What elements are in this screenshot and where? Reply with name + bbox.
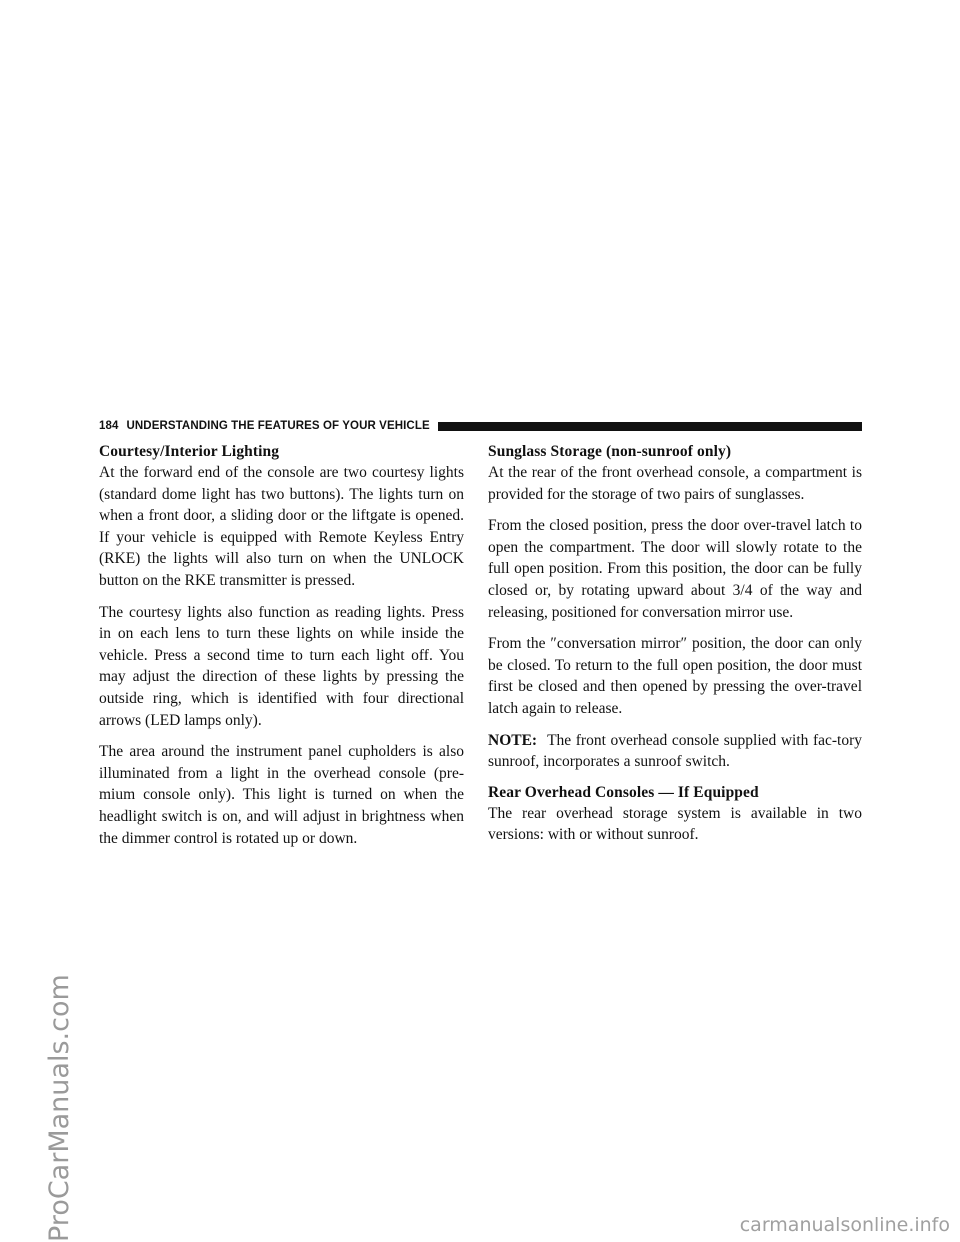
courtesy-paragraph-1: At the forward end of the console are two courtesy lights (standard dome light has two buttons). The lights turn on when a front door, a sliding door or the liftgate is opened. If your vehicle is equipped with Remote Keyless Entry (RKE) the lights will also turn on when the UNLOCK button on the RKE transmitter is pressed. <box>99 464 464 589</box>
bottom-watermark: carmanualsonline.info <box>739 1214 950 1236</box>
sunglass-paragraph-1: At the rear of the front overhead console, a compartment is provided for the storage of two pairs of sunglasses. <box>488 464 862 503</box>
note-paragraph <box>488 730 862 773</box>
sunglass-paragraph-3: From the ″conversation mirror″ position, the door can only be closed. To return to the full open position, the door must first be closed and then opened by pressing the over-travel latch again to release. <box>488 635 862 717</box>
sunglass-paragraph-2: From the closed position, press the door over-travel latch to open the compartment. The door will slowly rotate to the full open position. From this position, the door can be fully closed or, by rotating upward about 3/4 of the way and releasing, positioned for conversation mirror use. <box>488 517 862 621</box>
sunglass-storage-heading: Sunglass Storage (non-sunroof only) <box>488 443 732 460</box>
page-header <box>99 419 862 433</box>
right-column <box>488 442 862 856</box>
rear-overhead-heading: Rear Overhead Consoles — If Equipped <box>488 783 759 801</box>
page-number: 184 <box>99 420 119 432</box>
courtesy-lighting-heading: Courtesy/Interior Lighting <box>99 443 280 460</box>
header-rule <box>438 422 862 431</box>
left-column <box>99 442 464 859</box>
courtesy-paragraph-3: The area around the instrument panel cupholders is also illuminated from a light in the overhead console (pre-mium console only). This light is turned on when the headlight switch is on, and will adjust in brightness when the dimmer control is rotated up or down. <box>99 743 464 847</box>
section-title: UNDERSTANDING THE FEATURES OF YOUR VEHICLE <box>126 420 430 432</box>
rear-overhead-paragraph: The rear overhead storage system is available in two versions: with or without sunroof. <box>488 804 862 844</box>
note-text: The front overhead console supplied with fac-tory sunroof, incorporates a sunroof switch. <box>488 731 862 771</box>
side-watermark: ProCarManuals.com <box>44 974 75 1242</box>
note-label: NOTE: <box>488 731 538 749</box>
courtesy-paragraph-2: The courtesy lights also function as reading lights. Press in on each lens to turn these lights on while inside the vehicle. Press a second time to turn each light off. You may adjust the direction of these lights by pressing the outside ring, which is identified with four directional arrows (LED lamps only). <box>99 603 464 729</box>
